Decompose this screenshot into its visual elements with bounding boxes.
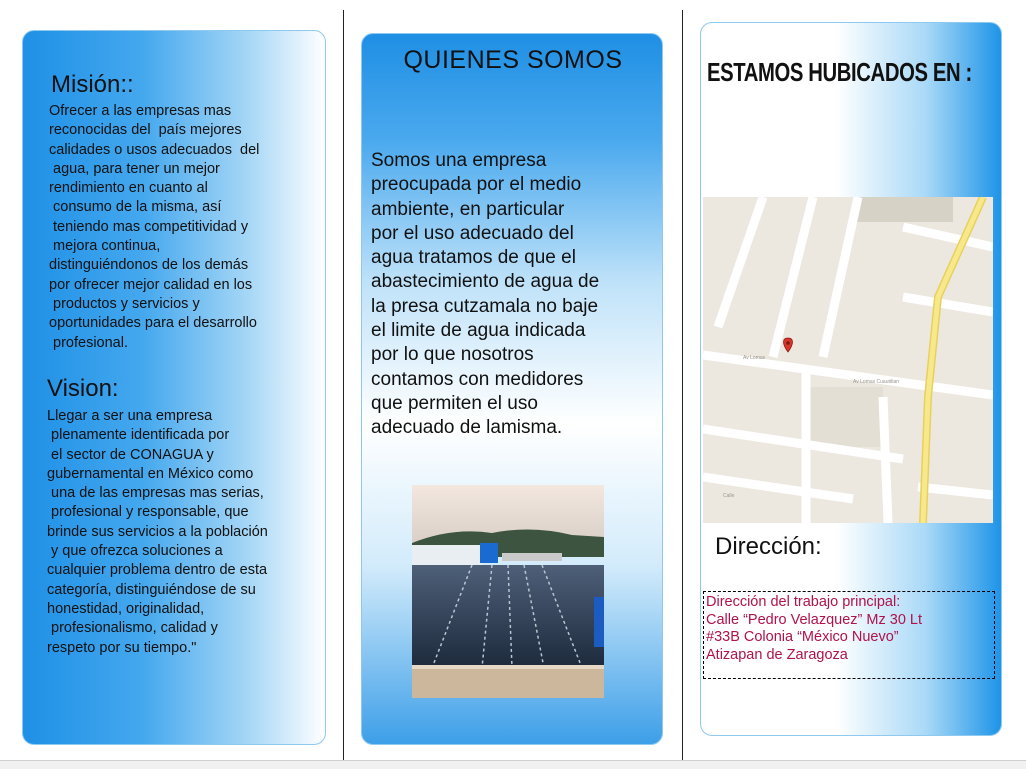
fold-divider-left (343, 10, 344, 760)
panel-quienes-somos (361, 33, 663, 745)
vision-heading: Vision: (47, 375, 119, 402)
mision-text: Ofrecer a las empresas mas reconocidas del país mejores calidades o usos adecuados del agua, para tener un mejor rendimiento en cuanto al consumo de la misma, así teniendo mas competitividad y mejora continua, distinguiéndonos de los demás por ofrecer mejor calidad en los productos y servicios y oportunidades para el desarrollo profesional. (49, 103, 260, 351)
location-map (703, 197, 993, 523)
panel-ubicacion (700, 22, 1002, 736)
address-box: Dirección del trabajo principal: Calle “Pedro Velazquez” Mz 30 Lt #33B Colonia “México Nuevo” Atizapan de Zaragoza (703, 591, 995, 679)
fold-divider-right (682, 10, 683, 760)
quienes-somos-text: Somos una empresa preocupada por el medio ambiente, en particular por el uso adecuado del agua tratamos de que el abastecimiento de agua de la presa cutzamala no baje el limite de agua indicada por lo que nosotros contamos con medidores que permiten el uso adecuado de lamisma. (371, 150, 600, 439)
vision-text: Llegar a ser una empresa plenamente identificada por el sector de CONAGUA y gubernamental en México como una de las empresas mas serias, profesional y responsable, que brinde sus servicios a la población y que ofrezca soluciones a cualquier problema dentro de esta categoría, distinguiéndose de su honestidad, originalidad, profesionalismo, calidad y respeto por su tiempo." (47, 408, 268, 656)
svg-text:Calle: Calle (723, 493, 735, 499)
svg-text:Av Lomas Cuautitlan: Av Lomas Cuautitlan (853, 379, 900, 385)
svg-text:Av Lomas: Av Lomas (743, 355, 766, 361)
ubicacion-heading: ESTAMOS HUBICADOS EN : (707, 57, 972, 87)
direccion-heading: Dirección: (715, 533, 822, 560)
quienes-somos-heading: QUIENES SOMOS (403, 46, 623, 74)
water-treatment-photo (412, 485, 604, 698)
mision-heading: Misión:: (51, 71, 134, 98)
panel-mission-vision (22, 30, 326, 745)
